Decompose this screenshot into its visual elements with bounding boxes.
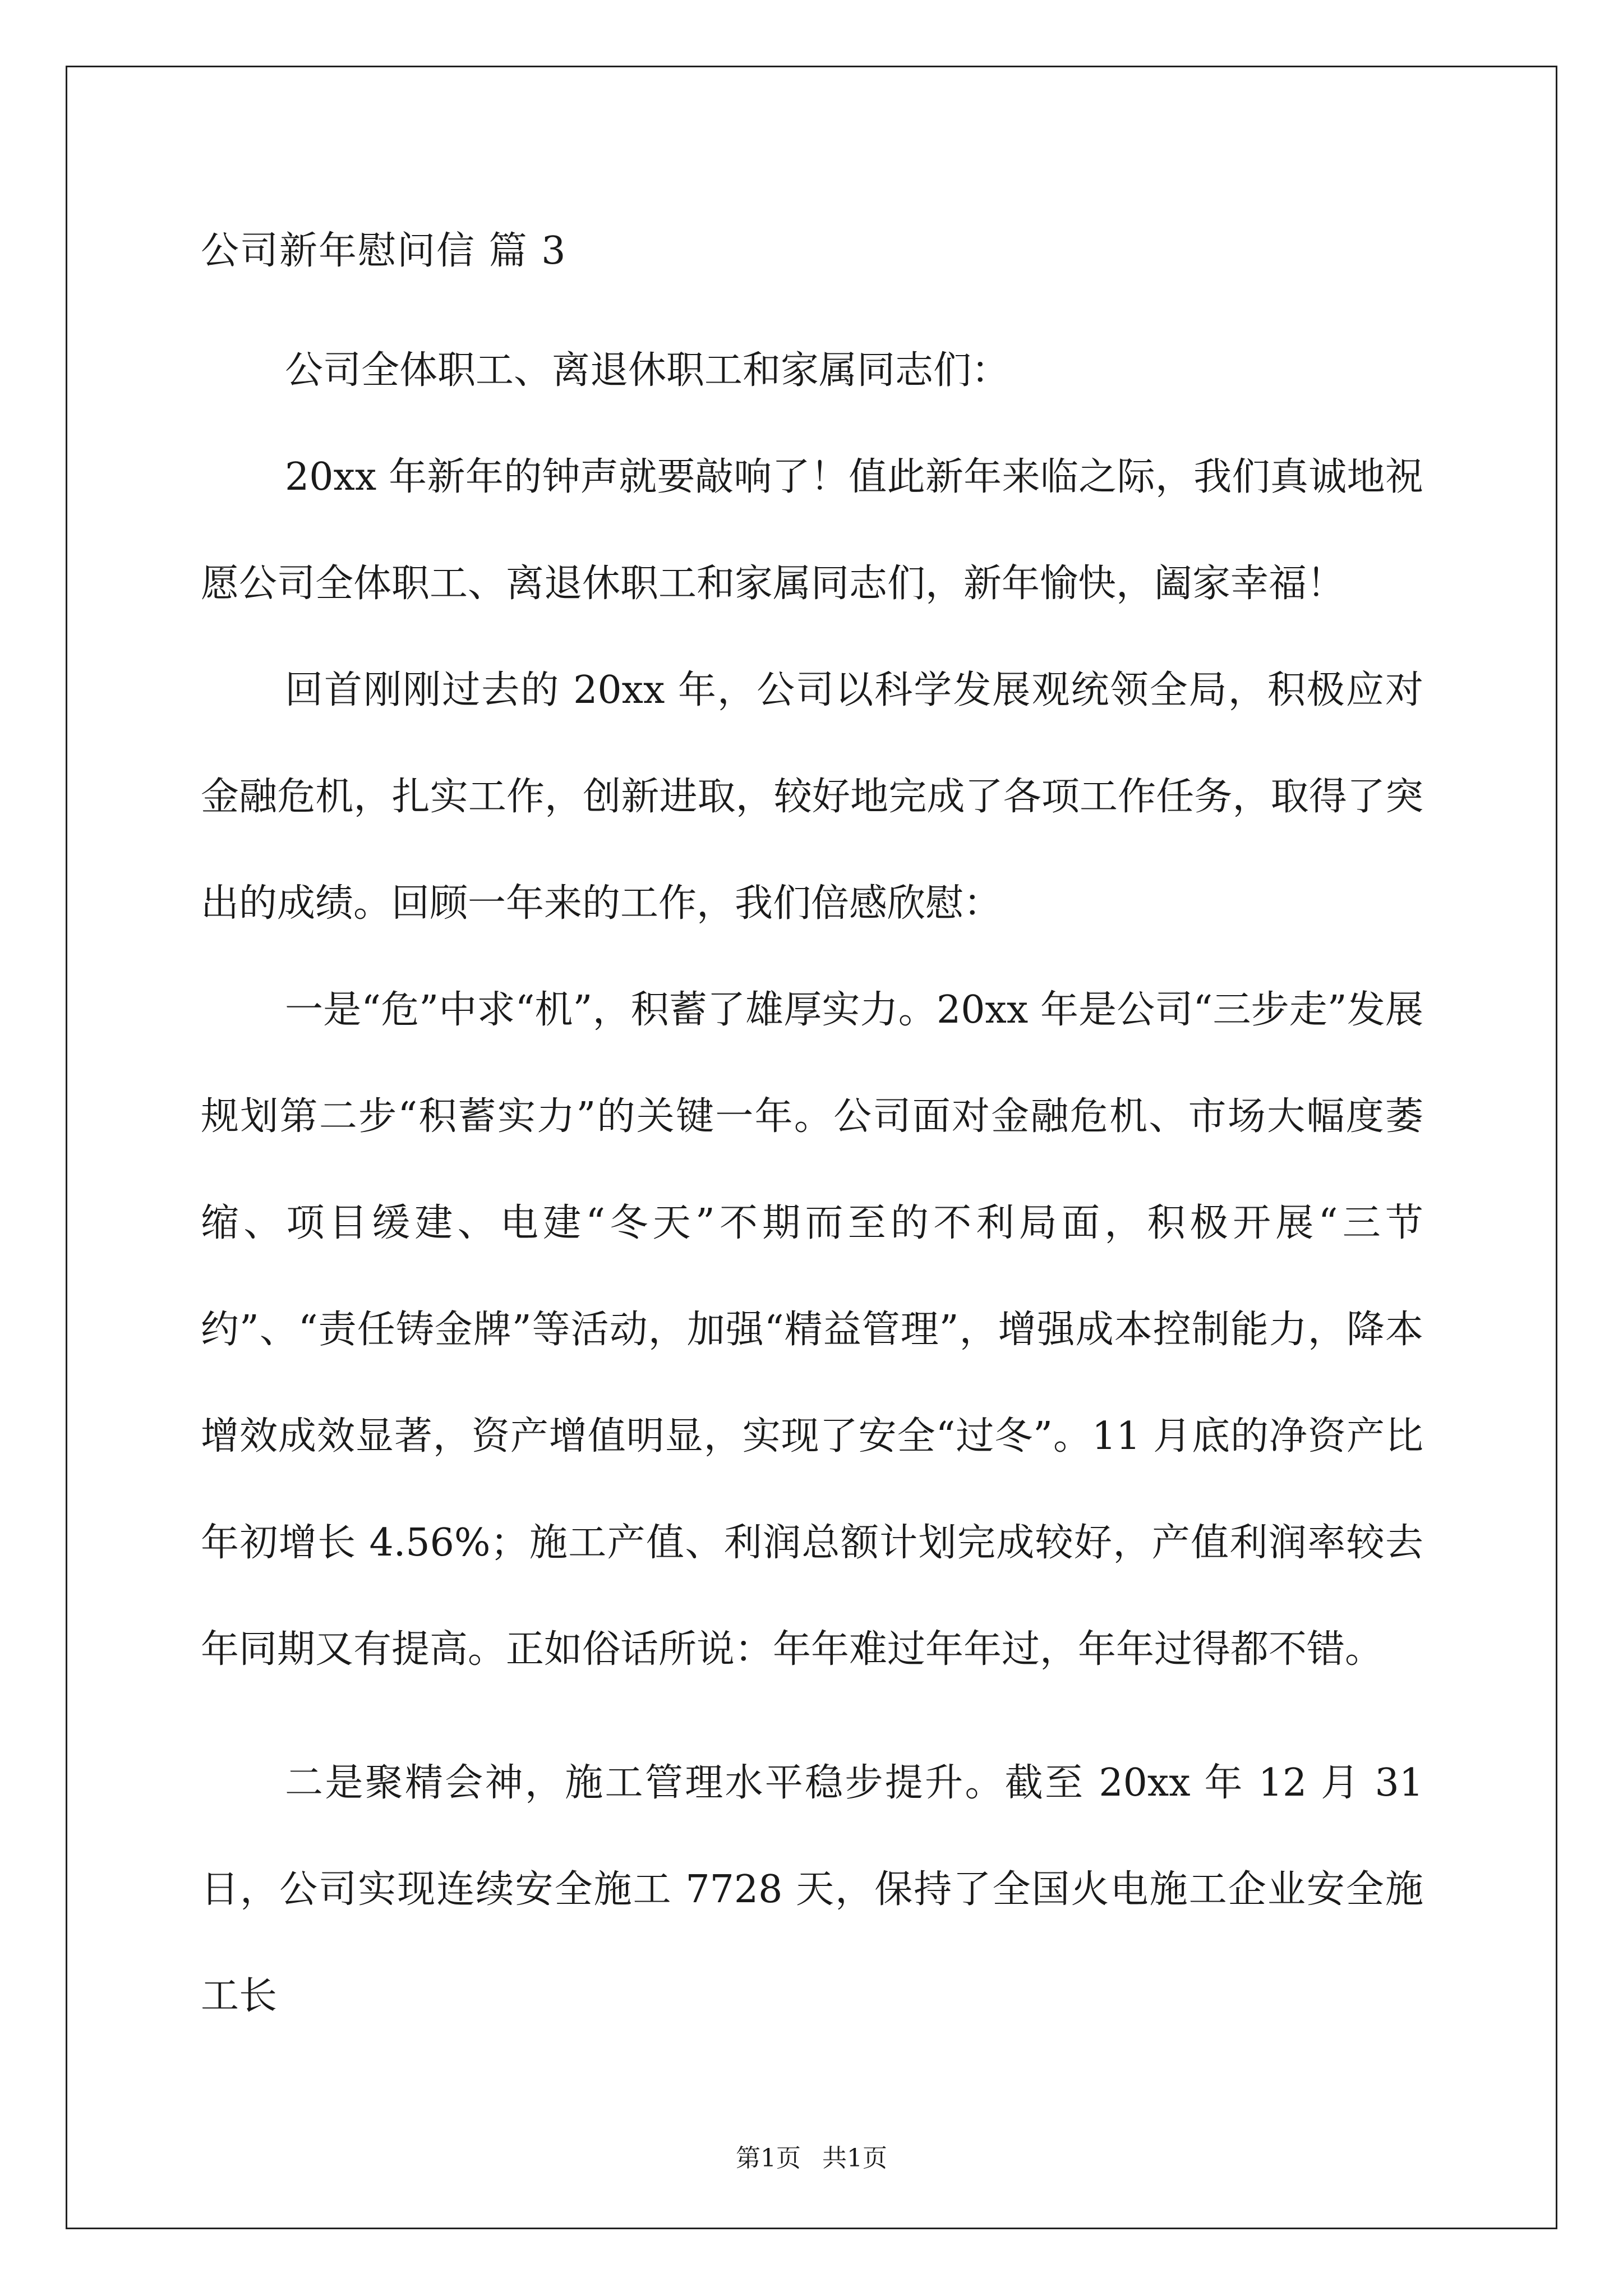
paragraph-point-one: 一是“危”中求“机”，积蓄了雄厚实力。20xx 年是公司“三步走”发展规划第二步“积蓄实力”的关键一年。公司面对金融危机、市场大幅度萎缩、项目缓建、电建“冬天”不期而至的不利局面，积极开展“三节约”、“责任铸金牌”等活动，加强“精益管理”，增强成本控制能力，降本增效成效显著，资产增值明显，实现了安全“过冬”。11 月底的净资产比年初增长 4.56%；施工产值、利润总额计划完成较好，产值利润率较去年同期又有提高。正如俗话所说：年年难过年年过，年年过得都不错。 — [201, 988, 1423, 1672]
page-number: 第1页 — [736, 2144, 801, 2173]
paragraph-greeting: 20xx 年新年的钟声就要敲响了！值此新年来临之际，我们真诚地祝愿公司全体职工、离退休职工和家属同志们，新年愉快，阖家幸福！ — [201, 455, 1423, 606]
document-title: 公司新年慰问信 篇 3 — [201, 229, 567, 273]
page-total: 共1页 — [822, 2144, 887, 2173]
paragraph-review: 回首刚刚过去的 20xx 年，公司以科学发展观统领全局，积极应对金融危机，扎实工作，创新进取，较好地完成了各项工作任务，取得了突出的成绩。回顾一年来的工作，我们倍感欣慰： — [201, 668, 1423, 926]
salutation: 公司全体职工、离退休职工和家属同志们： — [285, 348, 1010, 393]
document-body — [201, 224, 1423, 2050]
page-footer — [0, 2142, 1623, 2175]
paragraph-point-two: 二是聚精会神，施工管理水平稳步提升。截至 20xx 年 12 月 31 日，公司实现连续安全施工 7728 天，保持了全国火电施工企业安全施工长 — [201, 1761, 1423, 2018]
